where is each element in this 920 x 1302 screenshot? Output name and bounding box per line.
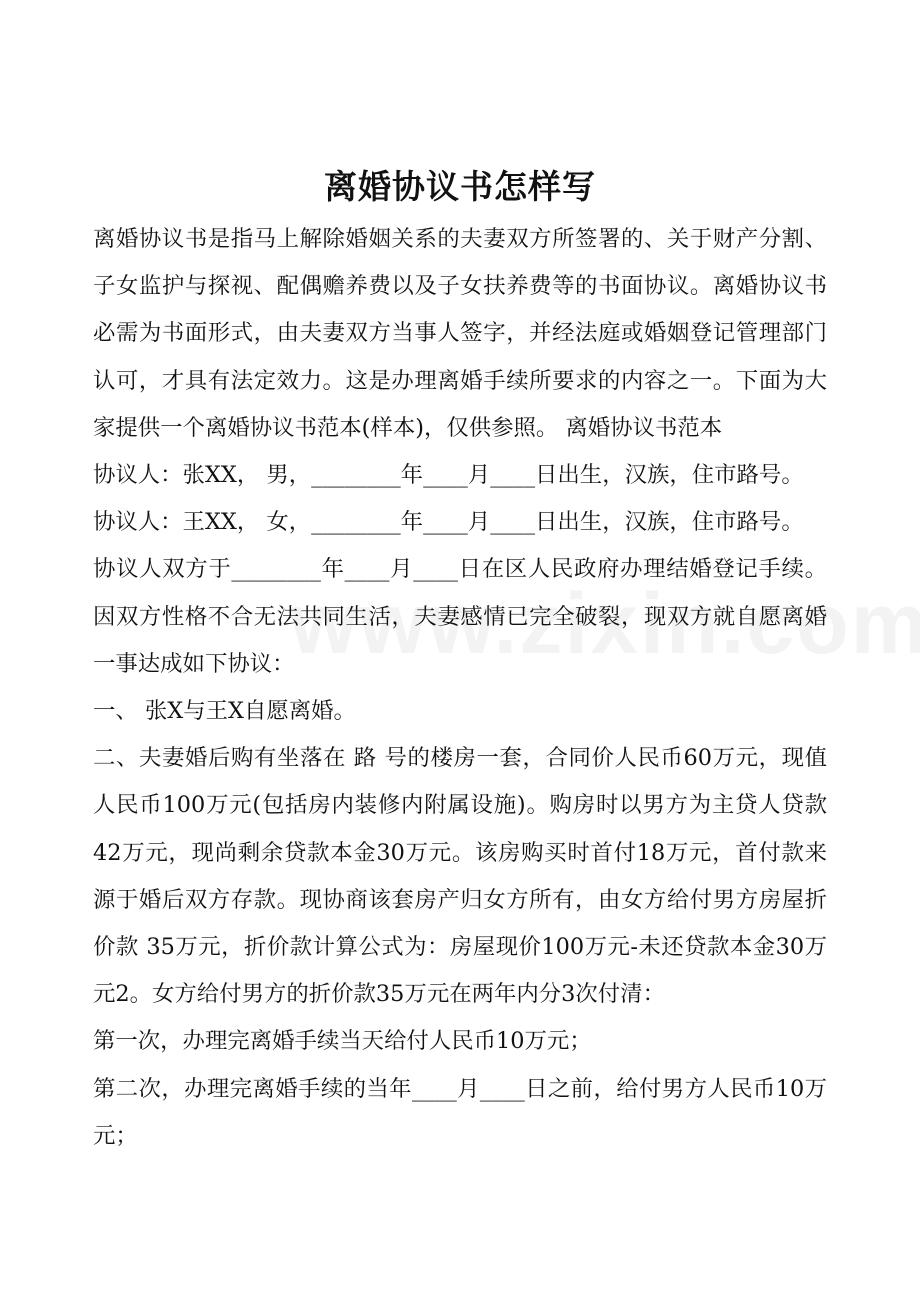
document-body xyxy=(93,216,827,1160)
party-one-line: 协议人：张XX， 男，________年____月____日出生，汉族，住市路号。 xyxy=(93,462,804,489)
marriage-registration-paragraph: 协议人双方于________年____月____日在区人民政府办理结婚登记手续。因双方性格不合无法共同生活，夫妻感情已完全破裂，现双方就自愿离婚一事达成如下协议： xyxy=(93,556,827,677)
intro-paragraph: 离婚协议书是指马上解除婚姻关系的夫妻双方所签署的、关于财产分割、子女监护与探视、配偶赡养费以及子女扶养费等的书面协议。离婚协议书必需为书面形式，由夫妻双方当事人签字，并经法庭或婚姻登记管理部门认可，才具有法定效力。这是办理离婚手续所要求的内容之一。下面为大家提供一个离婚协议书范本(样本)，仅供参照。 离婚协议书范本 xyxy=(93,226,827,441)
clause-one: 一、 张X与王X自愿离婚。 xyxy=(93,698,356,725)
payment-second: 第二次，办理完离婚手续的当年____月____日之前，给付男方人民币10万元； xyxy=(93,1075,827,1149)
document-title: 离婚协议书怎样写 xyxy=(324,167,596,206)
party-two-line: 协议人：王XX， 女，________年____月____日出生，汉族，住市路号。 xyxy=(93,509,804,536)
clause-two: 二、夫妻婚后购有坐落在 路 号的楼房一套，合同价人民币60万元，现值人民币100万元(包括房内装修内附属设施)。购房时以男方为主贷人贷款42万元，现尚剩余贷款本金30万元。该房购买时首付18万元，首付款来源于婚后双方存款。现协商该套房产归女方所有，由女方给付男方房屋折价款 35万元，折价款计算公式为：房屋现价100万元-未还贷款本金30万元2。女方给付男方的折价款35万元在两年内分3次付清： xyxy=(93,745,827,1008)
payment-first: 第一次，办理完离婚手续当天给付人民币10万元； xyxy=(93,1028,592,1055)
